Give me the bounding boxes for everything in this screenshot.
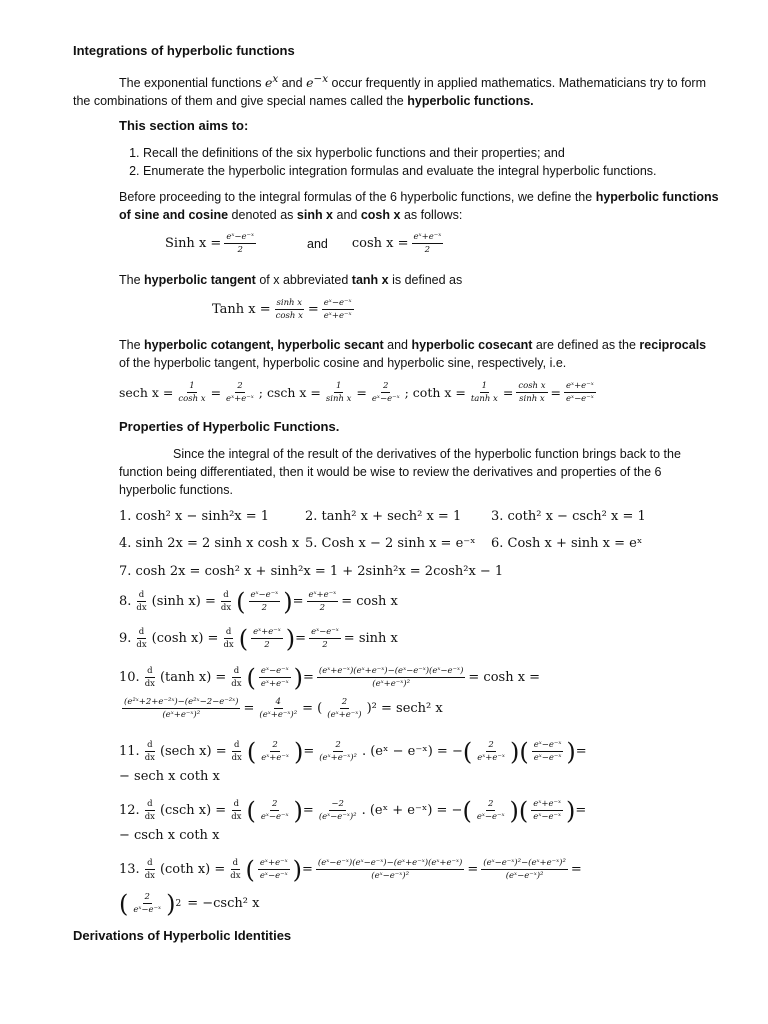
property-5: 5. Cosh x − 2 sinh x = e⁻ˣ	[305, 536, 476, 551]
def-sinh-cosh: Sinh x = $\frac{\text{eˣ−e⁻ˣ}}{2}$ and cosh x = $\frac{\text{eˣ+e⁻ˣ}}{2}$	[165, 232, 442, 255]
aims-heading: This section aims to:	[119, 118, 249, 133]
property-3: 3. coth² x − csch² x = 1	[491, 509, 646, 524]
property-4: 4. sinh 2x = 2 sinh x cosh x	[119, 536, 300, 551]
derivative-coth-line2: ( 2 eˣ−e⁻ˣ ) 2 = −csch² x	[119, 889, 260, 918]
aims-item: 2. Enumerate the hyperbolic integration formulas and evaluate the integral hyperbolic functions.	[143, 162, 719, 180]
derivative-sinh: 8. d dx (sinh x) = $\frac{d}{dx}$ ( eˣ−e⁻ˣ 2 ) = $\frac{\text{eˣ+e⁻ˣ}}{2}$ = cosh x	[119, 587, 398, 616]
derivative-sech-line2: − sech x coth x	[119, 769, 220, 784]
derivative-sech: 11. d dx (sech x) = $\frac{d}{dx}$ ( 2 eˣ+e⁻ˣ ) = $\frac{2}{\text{(eˣ+e⁻ˣ)²}}$ . (eˣ − e⁻ˣ) = − ( 2 eˣ+e⁻ˣ ) ( eˣ−e⁻ˣ eˣ−e⁻ˣ ) =	[119, 737, 587, 766]
intro-paragraph: The exponential functions $e^x$ and $e^{-x}$ occur frequently in applied mathematics. Mathematicians try to form the combinations of them and give special names called the hyperbolic functions.	[73, 73, 707, 109]
derivative-cosh: 9. d dx (cosh x) = $\frac{d}{dx}$ ( eˣ+e⁻ˣ 2 ) = $\frac{\text{eˣ−e⁻ˣ}}{2}$ = sinh x	[119, 624, 398, 653]
reciprocal-intro: The hyperbolic cotangent, hyperbolic secant and hyperbolic cosecant are defined as the reciprocals of the hyperbolic tangent, hyperbolic cosine and hyperbolic sine, respectively, i.e.	[119, 338, 707, 370]
before-paragraph: Before proceeding to the integral formulas of the 6 hyperbolic functions, we define the hyperbolic functions of sine and cosine denoted as sinh x and cosh x as follows:	[119, 190, 719, 222]
properties-paragraph: Since the integral of the result of the derivatives of the hyperbolic function brings back to the function being differentiated, then it would be wise to review the derivatives and properties of the 6 hyperbolic functions.	[119, 447, 681, 497]
aims-item: 1. Recall the definitions of the six hyperbolic functions and their properties; and	[143, 144, 719, 162]
derivative-csch-line2: − csch x coth x	[119, 828, 220, 843]
property-2: 2. tanh² x + sech² x = 1	[305, 509, 462, 524]
property-1: 1. cosh² x − sinh²x = 1	[119, 509, 270, 524]
derivative-csch: 12. d dx (csch x) = $\frac{d}{dx}$ ( 2 eˣ−e⁻ˣ ) = $\frac{-2}{\text{(eˣ−e⁻ˣ)²}}$ . (eˣ + e⁻ˣ) = − ( 2 eˣ−e⁻ˣ ) ( eˣ+e⁻ˣ eˣ−e⁻ˣ ) =	[119, 796, 587, 825]
derivative-tanh-line2: $\frac{\text{(e²ˣ+2+e⁻²ˣ)−(e²ˣ−2−e⁻²ˣ)}}{\text{(eˣ+e⁻ˣ)²}}$ = $\frac{4}{\text{(eˣ+e⁻ˣ)²}}$ = ( 2 (eˣ+e⁻ˣ) )² = sech² x	[124, 697, 443, 720]
derivative-coth: 13. d dx (coth x) = $\frac{d}{dx}$ ( eˣ+e⁻ˣ eˣ−e⁻ˣ ) = $\frac{\text{(eˣ−e⁻ˣ)(eˣ−e⁻ˣ)−(eˣ+e⁻ˣ)(eˣ+e⁻ˣ)}}{\text{(eˣ−e⁻ˣ)²}}$ = $\frac{\text{(eˣ−e⁻ˣ)²−(eˣ+e⁻ˣ)²}}{\text{(eˣ−e⁻ˣ)²}}$ =	[119, 855, 582, 884]
aims-list	[119, 144, 719, 180]
derivative-tanh: 10. d dx (tanh x) = $\frac{d}{dx}$ ( eˣ−e⁻ˣ eˣ+e⁻ˣ ) = $\frac{\text{(eˣ+e⁻ˣ)(eˣ+e⁻ˣ)−(eˣ−e⁻ˣ)(eˣ−e⁻ˣ)}}{\text{(eˣ+e⁻ˣ)²}}$ = cosh x =	[119, 663, 541, 692]
def-reciprocals: sech x = $\frac{1}{\text{cosh x}}$ = 2 eˣ+e⁻ˣ ; csch x = $\frac{1}{\text{sinh x}}$ = 2 eˣ−e⁻ˣ ; coth x = $\frac{1}{\text{tanh x}}$ = cosh x sinh x = eˣ+e⁻ˣ eˣ−e⁻ˣ	[119, 381, 594, 404]
property-7: 7. cosh 2x = cosh² x + sinh²x = 1 + 2sinh²x = 2cosh²x − 1	[119, 564, 504, 579]
def-tanh: Tanh x = $\frac{\text{sinh x}}{\text{cosh x}}$ = $\frac{\text{eˣ−e⁻ˣ}}{\text{eˣ+e⁻ˣ}}$	[212, 298, 352, 321]
derivations-heading: Derivations of Hyperbolic Identities	[73, 928, 292, 943]
page-title: Integrations of hyperbolic functions	[73, 43, 295, 58]
properties-heading: Properties of Hyperbolic Functions.	[119, 419, 340, 434]
property-6: 6. Cosh x + sinh x = eˣ	[491, 536, 643, 551]
tanh-intro: The hyperbolic tangent of x abbreviated tanh x is defined as	[119, 273, 463, 287]
